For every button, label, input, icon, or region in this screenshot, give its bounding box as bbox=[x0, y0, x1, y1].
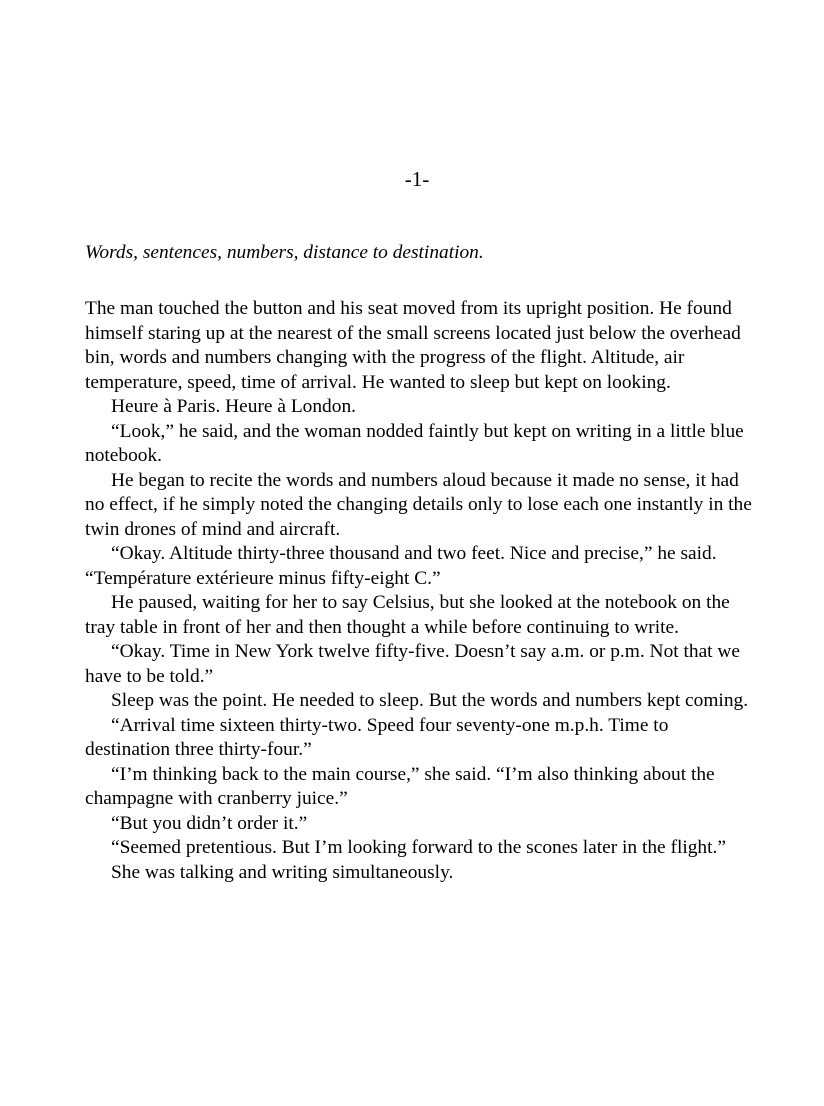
paragraph: “Okay. Altitude thirty-three thousand and two feet. Nice and precise,” he said. “Température extérieure minus fifty-eight C.” bbox=[85, 543, 717, 589]
paragraph: “I’m thinking back to the main course,” she said. “I’m also thinking about the champagne with cranberry juice.” bbox=[85, 763, 715, 809]
paragraph: “Okay. Time in New York twelve fifty-five. Doesn’t say a.m. or p.m. Not that we have to be told.” bbox=[85, 641, 741, 687]
paragraph: He paused, waiting for her to say Celsius, but she looked at the notebook on the tray table in front of her and then thought a while before continuing to write. bbox=[85, 592, 730, 638]
paragraph: Heure à Paris. Heure à London. bbox=[111, 396, 356, 417]
paragraph: He began to recite the words and numbers aloud because it made no sense, it had no effect, if he simply noted the changing details only to lose each one instantly in the twin drones of mind and aircraft. bbox=[85, 469, 752, 540]
paragraph: “Seemed pretentious. But I’m looking forward to the scones later in the flight.” bbox=[111, 837, 726, 858]
paragraph: She was talking and writing simultaneously. bbox=[111, 861, 454, 883]
chapter-number: -1- bbox=[404, 167, 430, 191]
paragraph: “Look,” he said, and the woman nodded faintly but kept on writing in a little blue notebook. bbox=[85, 420, 744, 466]
body-text bbox=[85, 297, 757, 885]
paragraph: The man touched the button and his seat moved from its upright position. He found himself staring up at the nearest of the small screens located just below the overhead bin, words and numbers changing with the progress of the flight. Altitude, air temperature, speed, time of arrival. He wanted to sleep but kept on looking. bbox=[85, 298, 741, 393]
paragraph: Sleep was the point. He needed to sleep. But the words and numbers kept coming. bbox=[111, 690, 749, 711]
epigraph: Words, sentences, numbers, distance to destination. bbox=[85, 242, 484, 263]
paragraph: “Arrival time sixteen thirty-two. Speed four seventy-one m.p.h. Time to destination three thirty-four.” bbox=[85, 714, 669, 760]
paragraph: “But you didn’t order it.” bbox=[111, 812, 308, 834]
